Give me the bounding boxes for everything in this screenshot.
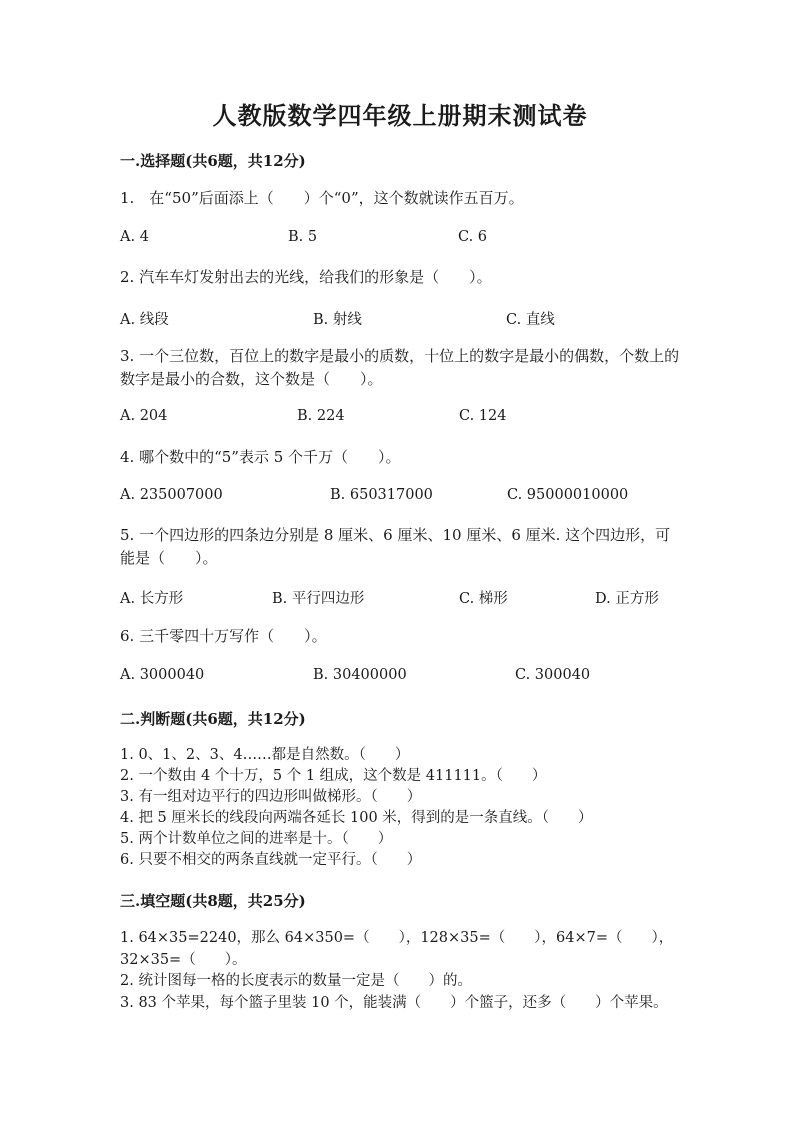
section-heading-fill-blank: 三.填空题(共8题，共25分) — [120, 892, 306, 910]
section-heading-choice: 一.选择题(共6题，共12分) — [120, 152, 306, 170]
choice-question-6: 6. 三千零四十万写作（ ）。 — [120, 627, 327, 645]
judgement-item-4: 4. 把 5 厘米长的线段向两端各延长 100 米，得到的是一条直线。（ ） — [120, 810, 593, 826]
judgement-item-2: 2. 一个数由 4 个十万，5 个 1 组成，这个数是 411111。（ ） — [120, 768, 547, 784]
choice-question-4: 4. 哪个数中的“5”表示 5 个千万（ ）。 — [120, 448, 401, 466]
judgement-item-1: 1. 0、1、2、3、4……都是自然数。（ ） — [120, 747, 410, 763]
choice-q3-option-c: C. 124 — [459, 408, 507, 424]
choice-q2-option-a: A. 线段 — [120, 312, 169, 328]
choice-q3-option-b: B. 224 — [297, 408, 345, 424]
fill-blank-item-2: 2. 统计图每一格的长度表示的数量一定是（ ）的。 — [120, 973, 472, 989]
choice-question-5: 5. 一个四边形的四条边分别是 8 厘米、6 厘米、10 厘米、6 厘米. 这个四边形，可能是（ ）。 — [120, 526, 671, 567]
judgement-item-3: 3. 有一组对边平行的四边形叫做梯形。（ ） — [120, 789, 422, 805]
fill-blank-item-1: 1. 64×35=2240，那么 64×350=（ ），128×35=（ ），64×7=（ ），32×35=（ ）。 — [120, 930, 674, 968]
choice-question-1: 1. 在“50”后面添上（ ）个“0”，这个数就读作五百万。 — [120, 189, 524, 207]
choice-q3-option-a: A. 204 — [120, 408, 168, 424]
choice-q2-option-b: B. 射线 — [313, 312, 362, 328]
choice-q5-option-c: C. 梯形 — [459, 591, 508, 607]
choice-q6-option-b: B. 30400000 — [313, 667, 407, 683]
judgement-item-6: 6. 只要不相交的两条直线就一定平行。（ ） — [120, 852, 422, 868]
choice-question-3: 3. 一个三位数，百位上的数字是最小的质数，十位上的数字是最小的偶数，个数上的数字是最小的合数，这个数是（ ）。 — [120, 347, 680, 388]
choice-q5-option-d: D. 正方形 — [595, 591, 659, 607]
choice-q1-option-a: A. 4 — [120, 229, 149, 245]
fill-blank-item-3: 3. 83 个苹果，每个篮子里装 10 个，能装满（ ）个篮子，还多（ ）个苹果。 — [120, 995, 668, 1011]
choice-q6-option-a: A. 3000040 — [120, 667, 205, 683]
choice-q4-option-a: A. 235007000 — [120, 487, 223, 503]
choice-q1-option-c: C. 6 — [458, 229, 488, 245]
choice-q5-option-a: A. 长方形 — [120, 591, 184, 607]
choice-q4-option-c: C. 95000010000 — [507, 487, 629, 503]
choice-q2-option-c: C. 直线 — [506, 312, 555, 328]
judgement-item-5: 5. 两个计数单位之间的进率是十。（ ） — [120, 831, 393, 847]
section-heading-judgement: 二.判断题(共6题，共12分) — [120, 710, 306, 728]
page-title: 人教版数学四年级上册期末测试卷 — [212, 101, 588, 130]
judgement-list — [120, 745, 685, 871]
choice-q6-option-c: C. 300040 — [515, 667, 591, 683]
choice-q1-option-b: B. 5 — [288, 229, 318, 245]
choice-q4-option-b: B. 650317000 — [330, 487, 433, 503]
choice-question-2: 2. 汽车车灯发射出去的光线，给我们的形象是（ ）。 — [120, 268, 492, 286]
choice-q5-option-b: B. 平行四边形 — [272, 591, 365, 607]
